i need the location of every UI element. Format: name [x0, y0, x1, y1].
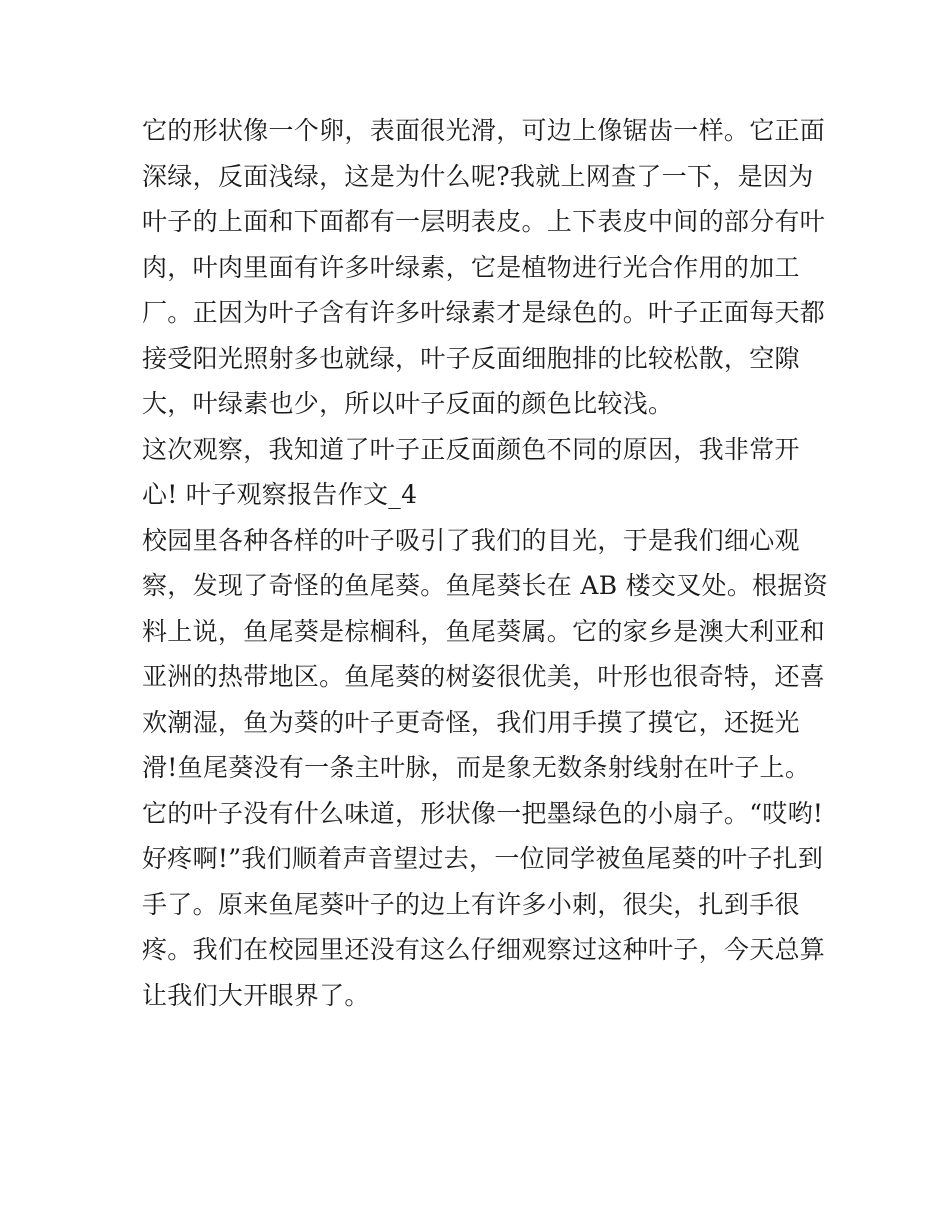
- text-line: 大，叶绿素也少，所以叶子反面的颜色比较浅。: [142, 389, 674, 418]
- text-line: 这次观察，我知道了叶子正反面颜色不同的原因，我非常开: [142, 434, 800, 464]
- text-line: 料上说，鱼尾葵是棕榈科，鱼尾葵属。它的家乡是澳大利亚和: [142, 616, 826, 646]
- section-heading-line: 心! 叶子观察报告作文_4: [142, 480, 418, 509]
- text-line: 好疼啊!”我们顺着声音望过去，一位同学被鱼尾葵的叶子扎到: [142, 844, 824, 873]
- text-line: 肉，叶肉里面有许多叶绿素，它是植物进行光合作用的加工: [142, 252, 800, 282]
- text-line: 叶子的上面和下面都有一层明表皮。上下表皮中间的部分有叶: [142, 207, 826, 236]
- document-body: [142, 108, 829, 1018]
- text-line: 察，发现了奇怪的鱼尾葵。鱼尾葵长在 AB 楼交叉处。根据资: [142, 571, 829, 600]
- text-line: 欢潮湿，鱼为葵的叶子更奇怪，我们用手摸了摸它，还挺光: [142, 707, 800, 737]
- text-line: 疼。我们在校园里还没有这么仔细观察过这种叶子，今天总算: [142, 935, 826, 964]
- text-line: 厂。正因为叶子含有许多叶绿素才是绿色的。叶子正面每天都: [142, 298, 826, 327]
- text-line: 接受阳光照射多也就绿，叶子反面细胞排的比较松散，空隙: [142, 343, 800, 373]
- text-line: 滑!鱼尾葵没有一条主叶脉，而是象无数条射线射在叶子上。: [142, 753, 811, 782]
- text-line: 深绿，反面浅绿，这是为什么呢?我就上网查了一下，是因为: [142, 161, 814, 191]
- text-line: 让我们大开眼界了。: [142, 980, 370, 1010]
- text-line: 亚洲的热带地区。鱼尾葵的树姿很优美，叶形也很奇特，还喜: [142, 662, 826, 691]
- text-line: 它的叶子没有什么味道，形状像一把墨绿色的小扇子。“哎哟!: [142, 798, 824, 828]
- text-line: 校园里各种各样的叶子吸引了我们的目光，于是我们细心观: [142, 525, 800, 555]
- text-line: 手了。原来鱼尾葵叶子的边上有许多小刺，很尖，扎到手很: [142, 889, 800, 919]
- text-line: 它的形状像一个卵，表面很光滑，可边上像锯齿一样。它正面: [142, 116, 826, 145]
